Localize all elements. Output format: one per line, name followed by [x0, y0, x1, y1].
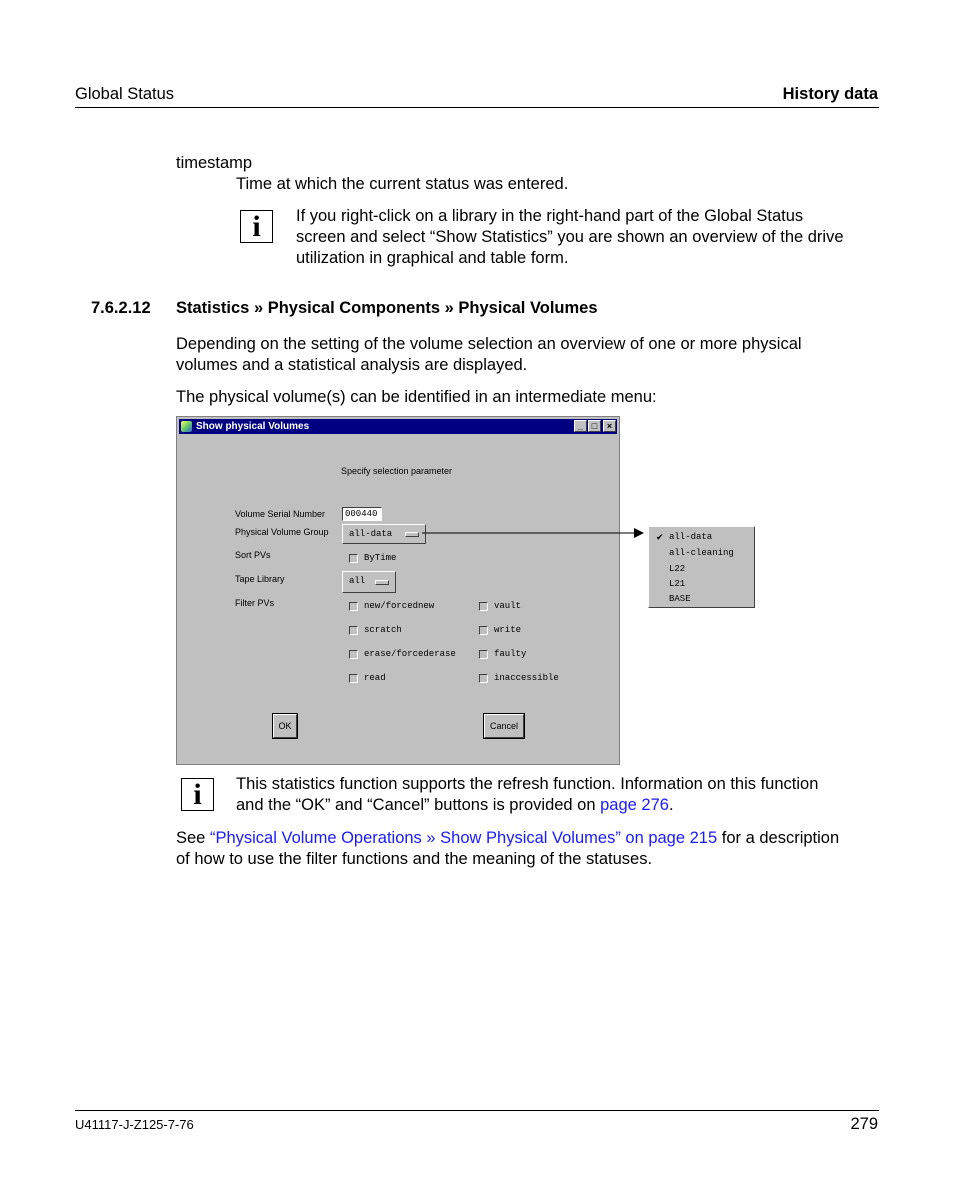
filter-label-item: faulty: [494, 649, 527, 659]
header-rule: [75, 107, 879, 108]
note-2-line: and the “OK” and “Cancel” buttons is provided on page 276.: [236, 796, 674, 814]
section-number: 7.6.2.12: [91, 299, 151, 317]
page-number: 279: [850, 1115, 878, 1133]
pvg-option-button[interactable]: [342, 524, 426, 544]
menu-item[interactable]: L21: [669, 579, 686, 589]
filter-label-item: read: [364, 673, 386, 683]
note-2-line: This statistics function supports the refresh function. Information on this function: [236, 775, 819, 793]
paragraph-1-line: volumes and a statistical analysis are displayed.: [176, 356, 528, 374]
dialog-heading: Specify selection parameter: [341, 466, 453, 476]
paragraph-2: The physical volume(s) can be identified in an intermediate menu:: [176, 388, 657, 406]
pvg-label: Physical Volume Group: [235, 527, 329, 537]
cancel-button[interactable]: Cancel: [484, 714, 524, 738]
show-physical-volumes-link[interactable]: “Physical Volume Operations » Show Physical Volumes” on page 215: [209, 829, 718, 847]
note-1-line: screen and select “Show Statistics” you are shown an overview of the drive: [296, 228, 844, 246]
paragraph-3-line: of how to use the filter functions and the meaning of the statuses.: [176, 850, 653, 868]
filter-label-item: scratch: [364, 625, 402, 635]
filter-checkbox[interactable]: [479, 602, 488, 611]
filter-label-item: new/forcednew: [364, 601, 435, 611]
term: timestamp: [176, 154, 253, 172]
vsn-input[interactable]: 000440: [342, 507, 382, 521]
term-definition: Time at which the current status was entered.: [236, 175, 569, 193]
filter-label: Filter PVs: [235, 598, 275, 608]
library-value: all: [349, 576, 366, 586]
paragraph-1-line: Depending on the setting of the volume selection an overview of one or more physical: [176, 335, 802, 353]
vsn-label: Volume Serial Number: [235, 509, 326, 519]
page-276-link[interactable]: page 276: [600, 796, 669, 814]
sort-label: Sort PVs: [235, 550, 271, 560]
header-right: History data: [782, 85, 878, 103]
sort-bytime-label: ByTime: [364, 553, 397, 563]
library-label: Tape Library: [235, 574, 285, 584]
dialog-titlebar: [179, 419, 617, 434]
paragraph-3: [176, 828, 839, 870]
note-2: [236, 774, 818, 816]
library-option-button[interactable]: [342, 571, 396, 593]
filter-checkbox[interactable]: [479, 650, 488, 659]
menu-item[interactable]: BASE: [669, 594, 691, 604]
menu-item[interactable]: all-cleaning: [669, 548, 734, 558]
footer-left: U41117-J-Z125-7-76: [75, 1117, 194, 1132]
header-left: Global Status: [75, 85, 175, 103]
info-icon: i: [181, 778, 214, 811]
note-1-line: utilization in graphical and table form.: [296, 249, 569, 267]
filter-checkbox[interactable]: [349, 674, 358, 683]
minimize-icon[interactable]: _: [574, 420, 587, 432]
section-title: Statistics » Physical Components » Physical Volumes: [176, 299, 598, 317]
dialog-title: Show physical Volumes: [196, 421, 310, 432]
pvg-dropdown-menu: [648, 526, 755, 608]
filter-checkbox[interactable]: [349, 626, 358, 635]
filter-checkbox[interactable]: [479, 674, 488, 683]
pvg-value: all-data: [349, 529, 393, 539]
maximize-icon[interactable]: □: [588, 420, 601, 432]
ok-button[interactable]: OK: [273, 714, 297, 738]
note-1: [296, 206, 844, 269]
filter-checkbox[interactable]: [349, 602, 358, 611]
filter-checkbox[interactable]: [479, 626, 488, 635]
paragraph-1: [176, 334, 802, 376]
menu-item[interactable]: all-data: [669, 532, 713, 542]
show-physical-volumes-dialog: [176, 416, 620, 765]
menu-item[interactable]: L22: [669, 564, 686, 574]
app-icon: [181, 421, 192, 432]
checkmark-icon: ✔: [656, 532, 664, 542]
paragraph-3-line: See “Physical Volume Operations » Show Physical Volumes” on page 215 for a description: [176, 829, 840, 847]
footer-rule: [75, 1110, 879, 1111]
filter-label-item: erase/forcederase: [364, 649, 456, 659]
note-1-line: If you right-click on a library in the right-hand part of the Global Status: [296, 207, 804, 225]
info-icon: i: [240, 210, 273, 243]
close-icon[interactable]: ×: [603, 420, 616, 432]
filter-checkbox[interactable]: [349, 650, 358, 659]
connector-arrow: [420, 526, 646, 540]
filter-label-item: write: [494, 625, 522, 635]
filter-label-item: inaccessible: [494, 673, 559, 683]
sort-bytime-checkbox[interactable]: [349, 554, 358, 563]
option-indicator-icon: [405, 532, 419, 537]
option-indicator-icon: [375, 580, 389, 585]
filter-label-item: vault: [494, 601, 522, 611]
